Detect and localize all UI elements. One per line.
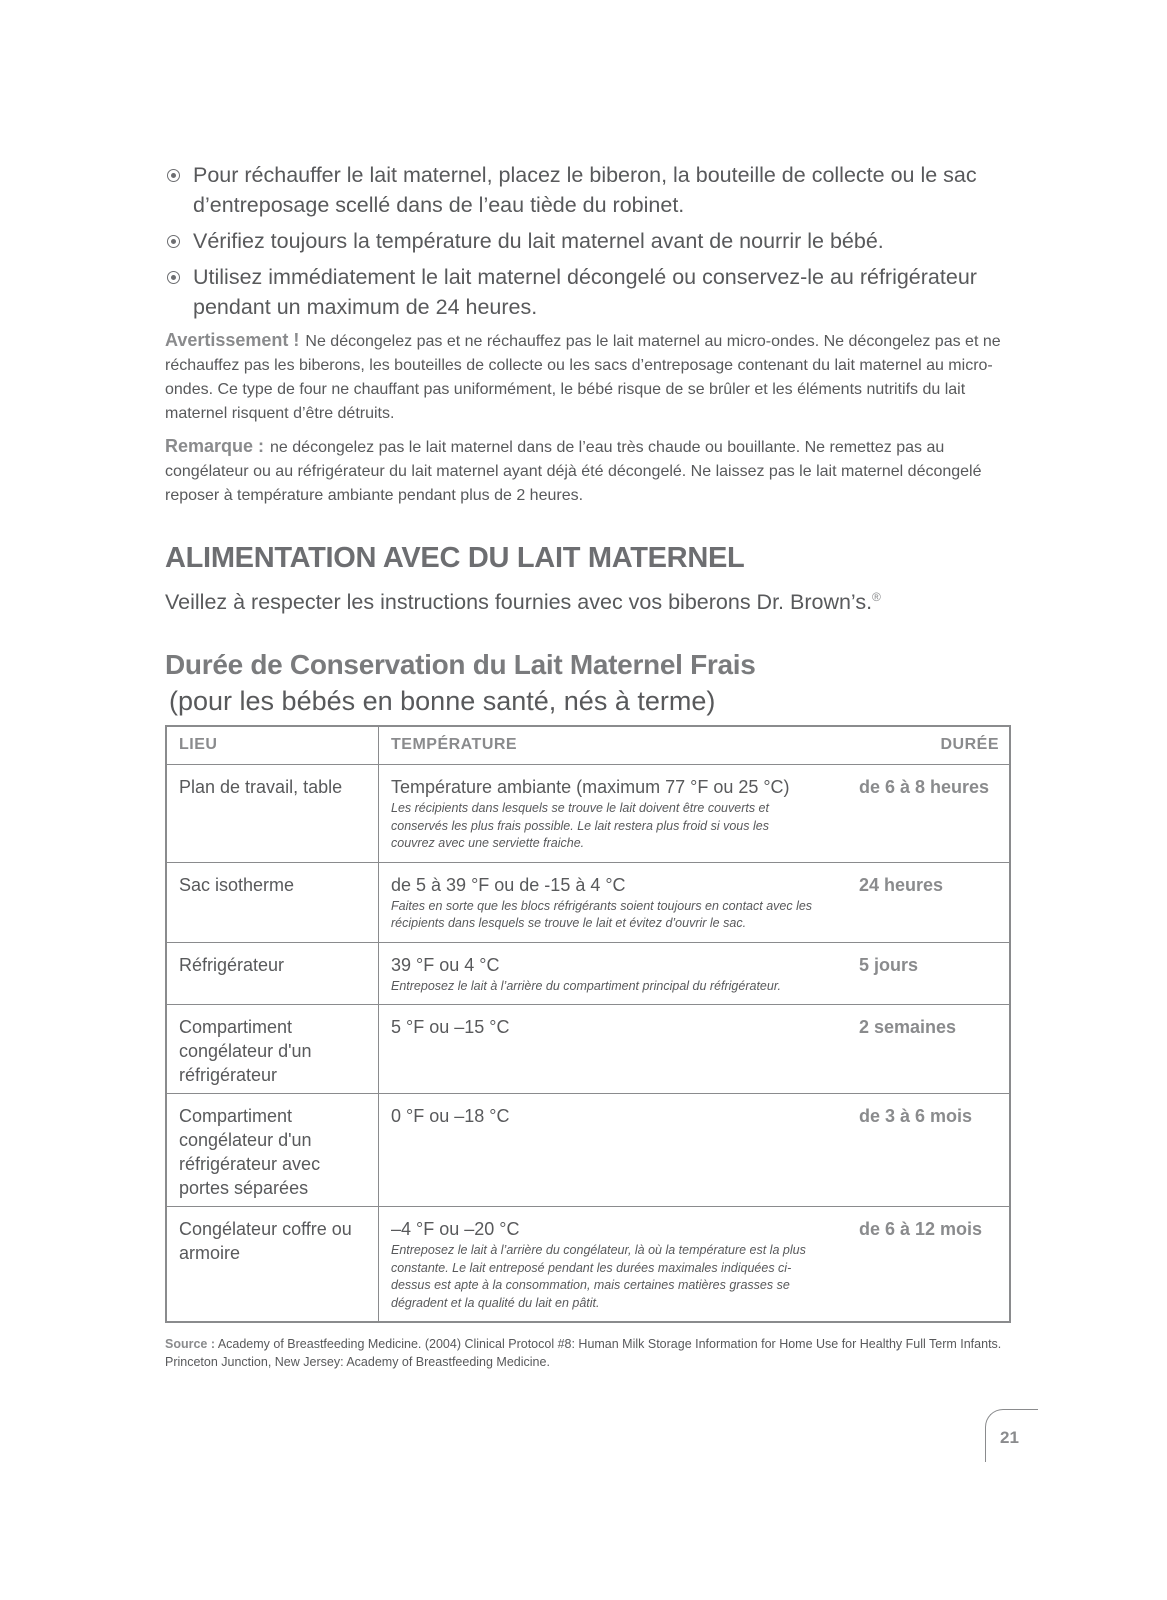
registered-mark: ® [872, 590, 881, 604]
section-subtitle-text: Veillez à respecter les instructions fournies avec vos biberons Dr. Brown’s. [165, 590, 873, 615]
bullet-item [165, 226, 1010, 256]
warning-text: Ne décongelez pas et ne réchauffez pas le lait maternel au micro-ondes. Ne décongelez pas et ne réchauffez pas les biberons, les bouteilles de collecte ou les sacs d’entreposage contenant du lait maternel au micro-ondes. Ce type de four ne chauffant pas uniformément, le bébé risque de se brûler et les éléments nutritifs du lait maternel risquent d’être détruits. [165, 333, 1001, 422]
bullet-item [165, 160, 1010, 220]
cell-lieu: Compartiment congélateur d'un réfrigérateur avec portes séparées [166, 1094, 379, 1207]
circle-bullet-icon [167, 235, 180, 248]
cell-duree: 2 semaines [847, 1005, 1010, 1094]
remark-text: ne décongelez pas le lait maternel dans de l’eau très chaude ou bouillante. Ne remettez pas au congélateur ou au réfrigérateur du lait maternel ayant déjà été décongelé. Ne laissez pas le lait maternel décongelé reposer à température ambiante pendant plus de 2 heures. [165, 439, 982, 504]
table-row [166, 942, 1010, 1005]
bullet-text: Vérifiez toujours la température du lait maternel avant de nourrir le bébé. [193, 229, 884, 253]
bullet-list [165, 160, 1010, 322]
table-row [166, 765, 1010, 863]
section-subtitle [165, 582, 1010, 617]
cell-temperature [379, 1094, 848, 1207]
temperature-note: Entreposez le lait à l’arrière du congélateur, là où la température est la plus constante. Le lait entreposé pendant les durées maximales indiquées ci-dessus est apte à la consommation, mais certaines matières grasses se dégradent et la qualité du lait en pâtit. [391, 1243, 806, 1310]
temperature-value: –4 °F ou –20 °C [391, 1219, 520, 1240]
bullet-item [165, 262, 1010, 322]
cell-temperature [379, 1005, 848, 1094]
cell-temperature [379, 942, 848, 1005]
header-lieu: LIEU [166, 726, 379, 765]
header-duree: DURÉE [847, 726, 1010, 765]
table-header-row [166, 726, 1010, 765]
table-row [166, 1207, 1010, 1323]
temperature-value: 39 °F ou 4 °C [391, 954, 500, 975]
table-title: Durée de Conservation du Lait Maternel Frais [165, 649, 756, 681]
table-row [166, 1094, 1010, 1207]
cell-temperature [379, 1207, 848, 1323]
table-row [166, 1005, 1010, 1094]
page-number: 21 [1000, 1428, 1019, 1447]
remark-label: Remarque : [165, 436, 265, 456]
cell-duree: de 6 à 12 mois [847, 1207, 1010, 1323]
temperature-value: de 5 à 39 °F ou de -15 à 4 °C [391, 874, 626, 895]
bullet-text: Utilisez immédiatement le lait maternel décongelé ou conservez-le au réfrigérateur pendant un maximum de 24 heures. [193, 265, 977, 319]
temperature-value: 0 °F ou –18 °C [391, 1106, 510, 1127]
cell-temperature [379, 862, 848, 942]
temperature-note: Entreposez le lait à l’arrière du compartiment principal du réfrigérateur. [391, 978, 781, 993]
document-page [165, 160, 1010, 1371]
temperature-value: 5 °F ou –15 °C [391, 1017, 510, 1038]
storage-table [165, 725, 1011, 1323]
cell-lieu: Compartiment congélateur d'un réfrigérateur [166, 1005, 379, 1094]
source-text: Academy of Breastfeeding Medicine. (2004) Clinical Protocol #8: Human Milk Storage Information for Home Use for Healthy Full Term Infants. Princeton Junction, New Jersey: Academy of Breastfeeding Medicine. [165, 1337, 1002, 1370]
header-temperature: TEMPÉRATURE [379, 726, 848, 765]
circle-bullet-icon [167, 271, 180, 284]
warning-paragraph [165, 328, 1010, 426]
cell-lieu: Réfrigérateur [166, 942, 379, 1005]
cell-duree: de 3 à 6 mois [847, 1094, 1010, 1207]
cell-lieu: Sac isotherme [166, 862, 379, 942]
temperature-note: Les récipients dans lesquels se trouve le lait doivent être couverts et conservés les plus frais possible. Le lait restera plus froid si vous les couvrez avec une serviette fraiche. [391, 801, 769, 851]
remark-paragraph [165, 434, 1010, 508]
source-label: Source : [165, 1337, 216, 1352]
cell-lieu: Congélateur coffre ou armoire [166, 1207, 379, 1323]
cell-temperature [379, 765, 848, 863]
cell-duree: 24 heures [847, 862, 1010, 942]
table-row [166, 862, 1010, 942]
warning-label: Avertissement ! [165, 330, 300, 350]
cell-duree: 5 jours [847, 942, 1010, 1005]
cell-duree: de 6 à 8 heures [847, 765, 1010, 863]
bullet-text: Pour réchauffer le lait maternel, placez le biberon, la bouteille de collecte ou le sac d’entreposage scellé dans de l’eau tiède du robinet. [193, 163, 977, 217]
temperature-note: Faites en sorte que les blocs réfrigérants soient toujours en contact avec les récipients dans lesquels se trouve le lait et évitez d’ouvrir le sac. [391, 898, 813, 931]
section-heading: ALIMENTATION AVEC DU LAIT MATERNEL [165, 542, 745, 574]
page-number-tab [985, 1409, 1038, 1462]
circle-bullet-icon [167, 169, 180, 182]
table-subtitle: (pour les bébés en bonne santé, nés à terme) [169, 686, 716, 717]
cell-lieu: Plan de travail, table [166, 765, 379, 863]
temperature-value: Température ambiante (maximum 77 °F ou 25 °C) [391, 777, 790, 798]
source-citation [165, 1335, 1010, 1371]
